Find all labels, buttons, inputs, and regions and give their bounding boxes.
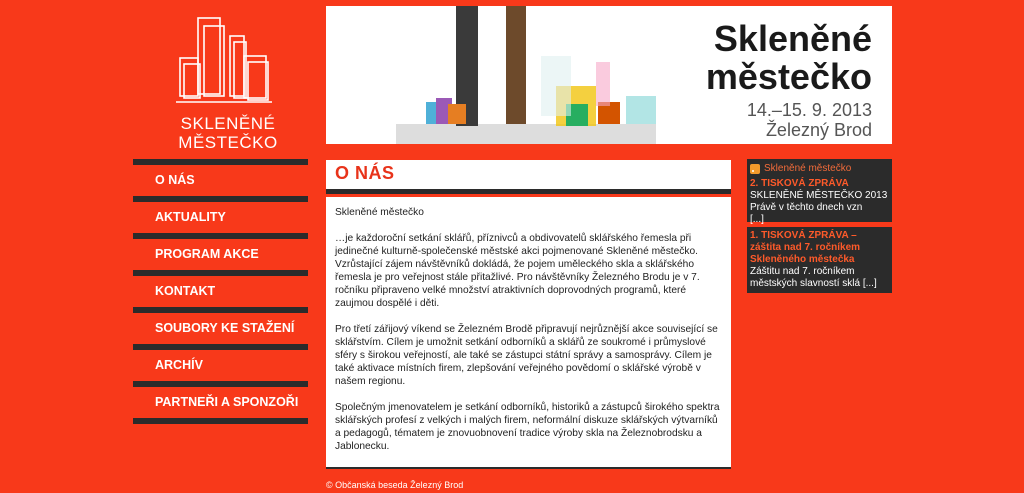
nav-item-soubory[interactable]: SOUBORY KE STAŽENÍ <box>133 307 308 344</box>
rss-icon <box>750 164 760 174</box>
banner-title-line1: Skleněné <box>713 18 872 59</box>
news-sidebar <box>747 159 892 293</box>
nav-item-o-nas[interactable]: O NÁS <box>133 159 308 196</box>
content-paragraph-1a: …je každoroční setkání sklářů, příznivců a obdivovatelů sklářského řemesla při jedinečné kulturně-společenské městské akci pojmenované Skleněné městečko. <box>335 233 698 257</box>
content-paragraph-3: Společným jmenovatelem je setkání odborníků, historiků a zástupců širokého spektra sklářských profesí z velkých i malých firem, neformální diskuze sklářských výtvarníků a pedagogů, tématem je znovuobnovení tradice výroby skla na Železnobrodsku a Jablonecku. <box>335 402 720 452</box>
footer-copyright: © Občanská beseda Železný Brod <box>326 480 464 490</box>
logo-text-line1: SKLENĚNÉ <box>180 114 276 133</box>
content-paragraph-1b: Vzrůstající zájem návštěvníků dokládá, že pojem uměleckého skla a sklářského řemesla je pro veřejnost stále přitažlivé. Pro návštěvníky Železného Brodu je v 7. ročníku připraveno velké množství atraktivních doprovodných programů, které zaujmou dospělé i děti. <box>335 259 700 309</box>
feed-header[interactable] <box>750 163 889 175</box>
main-nav <box>133 159 308 424</box>
news-link[interactable]: 1. TISKOVÁ ZPRÁVA – záštita nad 7. ročníkem Skleněného městečka <box>750 230 861 265</box>
nav-item-kontakt[interactable]: KONTAKT <box>133 270 308 307</box>
news-more-link[interactable]: [...] <box>750 214 764 225</box>
news-excerpt: SKLENĚNÉ MĚSTEČKO 2013 Právě v těchto dnech vzn <box>750 190 888 213</box>
content-intro: Skleněné městečko <box>335 207 424 218</box>
header-banner <box>326 6 892 144</box>
news-excerpt: Záštitu nad 7. ročníkem městských slavností sklá <box>750 266 861 289</box>
news-item <box>747 159 892 225</box>
content-paragraph-2: Pro třetí zářijový víkend se Železném Brodě připravují nejrůznější akce související se sklářstvím. Cílem je umožnit setkání odborníků a sklářů ze soukromé i průmyslové sféry s širokou veřejností, ale také se zástupci státní správy a samosprávy. Cílem je také aktivace místních firem, zlepšování veřejného povědomí o sklářské výrobě v našem regionu. <box>335 324 718 387</box>
news-link[interactable]: 2. TISKOVÁ ZPRÁVA <box>750 178 849 189</box>
glass-sculpture-image <box>366 6 666 144</box>
nav-item-aktuality[interactable]: AKTUALITY <box>133 196 308 233</box>
news-more-link[interactable]: [...] <box>862 278 877 289</box>
banner-date: 14.–15. 9. 2013 <box>746 100 872 120</box>
banner-title <box>706 20 872 96</box>
glass-buildings-logo-icon <box>176 12 280 112</box>
nav-item-archiv[interactable]: ARCHÍV <box>133 344 308 381</box>
content-area <box>326 197 731 469</box>
site-logo[interactable] <box>176 12 280 150</box>
nav-item-partneri[interactable]: PARTNEŘI A SPONZOŘI <box>133 381 308 424</box>
content-paragraph-1 <box>335 232 721 310</box>
news-item <box>747 227 892 293</box>
banner-title-line2: městečko <box>705 56 872 97</box>
banner-place: Železný Brod <box>765 120 872 140</box>
page-title-box <box>326 160 731 194</box>
feed-title: Skleněné městečko <box>764 163 852 174</box>
page-title: O NÁS <box>335 163 395 183</box>
logo-text-line2: MĚSTEČKO <box>178 133 278 152</box>
nav-item-program-akce[interactable]: PROGRAM AKCE <box>133 233 308 270</box>
